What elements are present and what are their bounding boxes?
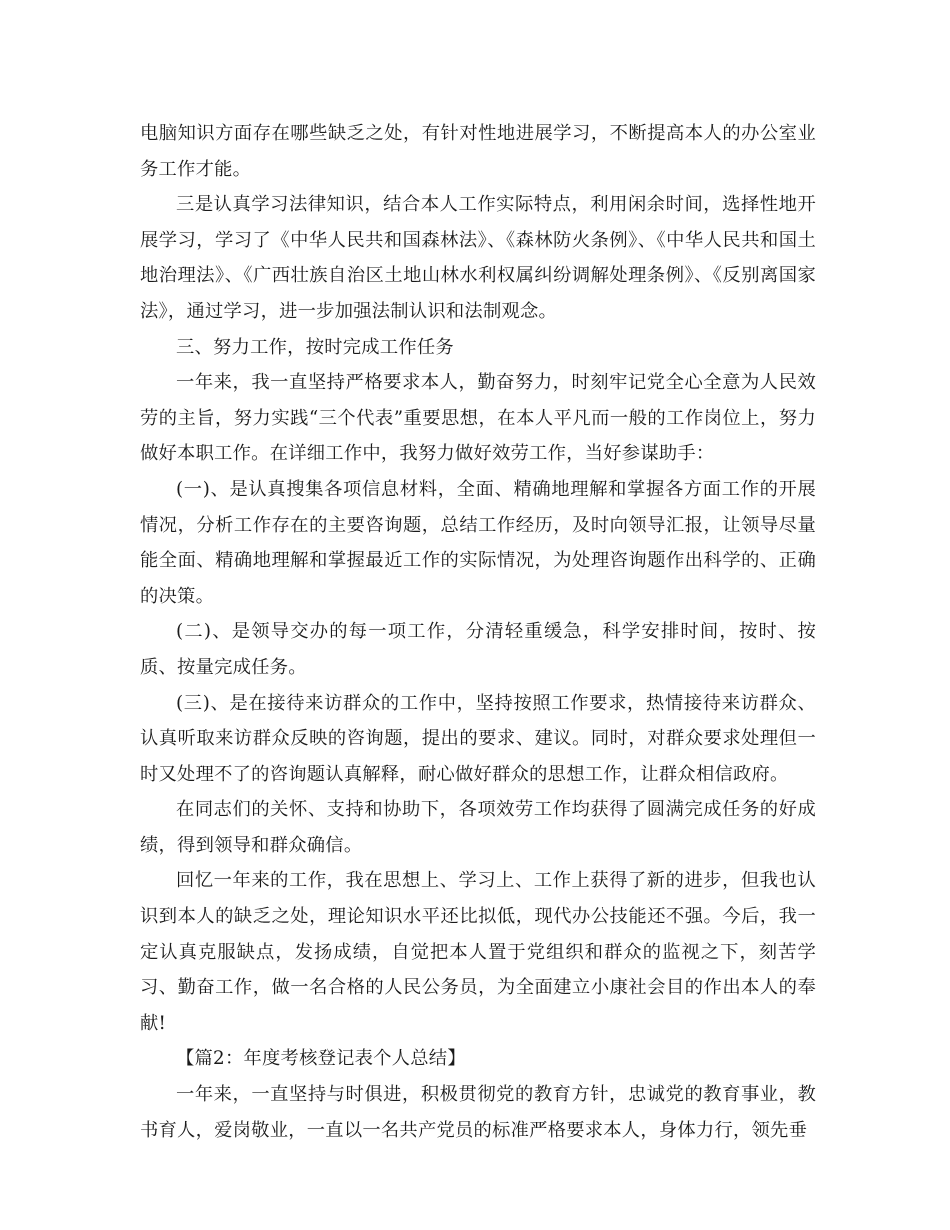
section-heading-work: 三、努力工作，按时完成工作任务 — [176, 336, 454, 358]
paragraph-continued: 电脑知识方面存在哪些缺乏之处，有针对性地进展学习，不断提高本人的办公室业务工作才能。 — [140, 123, 816, 180]
paragraph-item-1: (一)、是认真搜集各项信息材料，全面、精确地理解和掌握各方面工作的开展情况，分析工作存在的主要咨询题，总结工作经历，及时向领导汇报，让领导尽量能全面、精确地理解和掌握最近工作的实际情况，为处理咨询题作出科学的、正确的决策。 — [140, 478, 816, 607]
document-body — [140, 116, 816, 1148]
paragraph-part2-intro: 一年来，一直坚持与时俱进，积极贯彻党的教育方针，忠诚党的教育事业，教书育人，爱岗敬业，一直以一名共产党员的标准严格要求本人，身体力行，领先垂 — [140, 1084, 816, 1141]
paragraph-work-intro: 一年来，我一直坚持严格要求本人，勤奋努力，时刻牢记党全心全意为人民效劳的主旨，努力实践“三个代表”重要思想，在本人平凡而一般的工作岗位上，努力做好本职工作。在详细工作中，我努力做好效劳工作，当好参谋助手： — [140, 372, 816, 465]
section-heading-part2: 【篇2：年度考核登记表个人总结】 — [176, 1048, 466, 1070]
paragraph-review: 回忆一年来的工作，我在思想上、学习上、工作上获得了新的进步，但我也认识到本人的缺乏之处，理论知识水平还比拟低，现代办公技能还不强。今后，我一定认真克服缺点，发扬成绩，自觉把本人置于党组织和群众的监视之下，刻苦学习、勤奋工作，做一名合格的人民公务员，为全面建立小康社会目的作出本人的奉献! — [140, 870, 816, 1034]
paragraph-item-2: (二)、是领导交办的每一项工作，分清轻重缓急，科学安排时间，按时、按质、按量完成任务。 — [140, 621, 816, 678]
paragraph-achievement: 在同志们的关怀、支持和协助下，各项效劳工作均获得了圆满完成任务的好成绩，得到领导和群众确信。 — [140, 799, 816, 856]
paragraph-item-3: (三)、是在接待来访群众的工作中，坚持按照工作要求，热情接待来访群众、认真听取来访群众反映的咨询题，提出的要求、建议。同时，对群众要求处理但一时又处理不了的咨询题认真解释，耐心做好群众的思想工作，让群众相信政府。 — [140, 692, 816, 785]
paragraph-law-study: 三是认真学习法律知识，结合本人工作实际特点，利用闲余时间，选择性地开展学习，学习了《中华人民共和国森林法》、《森林防火条例》、《中华人民共和国土地治理法》、《广西壮族自治区土地山林水利权属纠纷调解处理条例》、《反别离国家法》，通过学习，进一步加强法制认识和法制观念。 — [140, 194, 816, 322]
